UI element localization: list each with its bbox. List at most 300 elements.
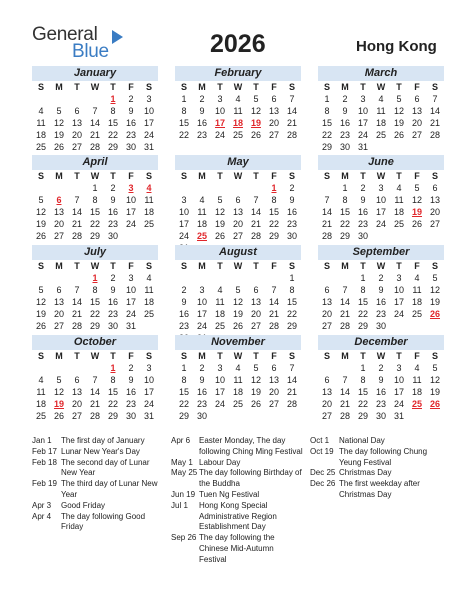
- day-cell: 26: [53, 411, 64, 421]
- holiday-item: [32, 512, 164, 534]
- day-cell: 31: [143, 142, 154, 152]
- week-row: [32, 284, 158, 296]
- day-cell: 26: [232, 321, 243, 331]
- month-march: [318, 66, 444, 153]
- holiday-name: Tuen Ng Festival: [199, 489, 260, 499]
- day-cell: 8: [181, 375, 187, 385]
- weekday-label: T: [110, 82, 116, 92]
- day-cell: 5: [432, 273, 438, 283]
- day-cell: 29: [339, 231, 350, 241]
- holiday-name: Lunar New Year's Day: [61, 446, 140, 456]
- holiday-date: Sep 26: [171, 533, 197, 543]
- day-cell: 19: [214, 219, 225, 229]
- weekday-label: S: [180, 82, 187, 92]
- day-cell: 28: [71, 231, 82, 241]
- day-cell: 18: [393, 207, 404, 217]
- day-cell: 10: [196, 297, 207, 307]
- day-cell: 30: [375, 411, 386, 421]
- day-cell: 11: [215, 297, 225, 307]
- day-cell: 5: [414, 183, 420, 193]
- day-cell: 12: [411, 195, 422, 205]
- day-cell: 23: [196, 399, 207, 409]
- day-cell: 23: [286, 219, 297, 229]
- day-cell: 19: [429, 297, 440, 307]
- holiday-day-cell: 25: [411, 399, 422, 409]
- day-cell: 10: [393, 375, 404, 385]
- empty-day-cell: [229, 410, 247, 422]
- empty-day-cell: [426, 141, 444, 153]
- day-cell: 22: [107, 399, 118, 409]
- weekday-label: W: [233, 261, 243, 271]
- day-cell: 28: [286, 399, 297, 409]
- day-cell: 12: [232, 297, 243, 307]
- day-cell: 2: [289, 183, 295, 193]
- weekday-label: F: [271, 261, 277, 271]
- holiday-day-cell: 18: [232, 118, 243, 128]
- empty-day-cell: [318, 182, 336, 194]
- day-cell: 31: [393, 411, 404, 421]
- week-row: [318, 206, 444, 218]
- day-cell: 30: [125, 142, 136, 152]
- week-row: [175, 374, 301, 386]
- week-row: [175, 218, 301, 230]
- day-cell: 3: [146, 363, 152, 373]
- day-cell: 16: [357, 207, 368, 217]
- weekday-label: S: [288, 82, 295, 92]
- weekday-label: M: [55, 351, 63, 361]
- week-row: [318, 398, 444, 410]
- day-cell: 30: [375, 321, 386, 331]
- day-cell: 23: [125, 399, 136, 409]
- day-cell: 21: [250, 219, 261, 229]
- holiday-name: National Day: [339, 436, 385, 445]
- day-cell: 9: [110, 285, 116, 295]
- day-cell: 25: [214, 321, 225, 331]
- weekday-label: M: [198, 171, 206, 181]
- weekday-label: W: [233, 82, 243, 92]
- day-cell: 18: [143, 207, 154, 217]
- day-cell: 16: [178, 309, 189, 319]
- day-cell: 17: [125, 297, 136, 307]
- day-cell: 2: [128, 363, 134, 373]
- day-cell: 15: [89, 207, 100, 217]
- weekday-label: F: [414, 351, 420, 361]
- day-cell: 26: [250, 399, 261, 409]
- day-cell: 19: [53, 130, 64, 140]
- holiday-item: [310, 479, 444, 501]
- holiday-name: Easter Monday, The day following Ching Ming Festival: [199, 436, 303, 456]
- holiday-item: [32, 479, 164, 501]
- day-cell: 7: [271, 285, 277, 295]
- week-row: [32, 129, 158, 141]
- week-row: [175, 230, 301, 242]
- week-row: [175, 93, 301, 105]
- day-cell: 29: [178, 411, 189, 421]
- week-row: [318, 182, 444, 194]
- week-row: [32, 398, 158, 410]
- weekday-label: S: [323, 82, 330, 92]
- day-cell: 16: [196, 387, 207, 397]
- empty-day-cell: [283, 410, 301, 422]
- day-cell: 8: [289, 285, 295, 295]
- day-cell: 13: [268, 375, 279, 385]
- day-cell: 8: [324, 106, 330, 116]
- weekday-label: T: [110, 351, 116, 361]
- empty-day-cell: [408, 141, 426, 153]
- day-cell: 6: [253, 285, 259, 295]
- day-cell: 1: [92, 183, 98, 193]
- empty-day-cell: [68, 182, 86, 194]
- day-cell: 30: [107, 321, 118, 331]
- week-row: [318, 308, 444, 320]
- day-cell: 8: [110, 375, 116, 385]
- week-row: [175, 272, 301, 284]
- weekday-label: S: [145, 171, 152, 181]
- holiday-column-1: [32, 436, 164, 533]
- week-row: [32, 386, 158, 398]
- day-cell: 29: [89, 321, 100, 331]
- day-cell: 6: [74, 375, 80, 385]
- day-cell: 11: [376, 106, 386, 116]
- empty-day-cell: [68, 93, 86, 105]
- week-row: [32, 182, 158, 194]
- day-cell: 2: [342, 94, 348, 104]
- weekday-label: T: [253, 82, 259, 92]
- week-row: [318, 129, 444, 141]
- weekday-label: T: [74, 351, 80, 361]
- day-cell: 15: [357, 387, 368, 397]
- month-april: [32, 155, 158, 242]
- holiday-item: [310, 436, 444, 447]
- month-november: [175, 335, 301, 422]
- weekday-label: S: [145, 82, 152, 92]
- day-cell: 9: [360, 195, 366, 205]
- month-august: [175, 245, 301, 344]
- day-cell: 18: [35, 130, 46, 140]
- day-cell: 22: [286, 309, 297, 319]
- day-cell: 2: [110, 273, 116, 283]
- weekday-label: S: [37, 82, 44, 92]
- holiday-name: Christmas Day: [339, 468, 392, 478]
- weekday-label: M: [55, 171, 63, 181]
- day-cell: 13: [268, 106, 279, 116]
- empty-day-cell: [265, 272, 283, 284]
- day-cell: 30: [357, 231, 368, 241]
- weekday-label: F: [128, 351, 134, 361]
- day-cell: 16: [339, 118, 350, 128]
- day-cell: 25: [35, 142, 46, 152]
- day-cell: 1: [181, 363, 187, 373]
- empty-day-cell: [140, 320, 158, 332]
- day-cell: 14: [321, 207, 332, 217]
- day-cell: 15: [107, 118, 118, 128]
- day-cell: 16: [125, 118, 136, 128]
- month-name: December: [318, 335, 444, 350]
- empty-day-cell: [68, 272, 86, 284]
- day-cell: 1: [360, 363, 366, 373]
- day-cell: 18: [411, 387, 422, 397]
- week-row: [32, 272, 158, 284]
- weekday-label: T: [396, 171, 402, 181]
- empty-day-cell: [175, 182, 193, 194]
- day-cell: 6: [56, 285, 62, 295]
- holiday-day-cell: 1: [271, 183, 277, 193]
- day-cell: 19: [429, 387, 440, 397]
- holiday-column-3: [310, 436, 444, 501]
- day-cell: 16: [196, 118, 207, 128]
- day-cell: 23: [339, 130, 350, 140]
- day-cell: 9: [128, 106, 134, 116]
- day-cell: 4: [235, 363, 241, 373]
- day-cell: 7: [289, 363, 295, 373]
- logo-triangle-icon: [112, 30, 123, 44]
- empty-day-cell: [426, 410, 444, 422]
- day-cell: 14: [286, 375, 297, 385]
- week-row: [175, 398, 301, 410]
- weekday-header-row: [318, 81, 444, 93]
- holiday-date: May 1: [171, 457, 193, 467]
- day-cell: 3: [199, 285, 205, 295]
- empty-day-cell: [229, 272, 247, 284]
- month-name: August: [175, 245, 301, 260]
- day-cell: 29: [107, 142, 118, 152]
- month-december: [318, 335, 444, 422]
- weekday-header-row: [175, 170, 301, 182]
- day-cell: 20: [429, 207, 440, 217]
- day-cell: 16: [107, 297, 118, 307]
- day-cell: 18: [214, 309, 225, 319]
- holiday-day-cell: 1: [92, 273, 98, 283]
- day-cell: 11: [36, 387, 46, 397]
- day-cell: 7: [92, 375, 98, 385]
- day-cell: 14: [268, 297, 279, 307]
- week-row: [175, 320, 301, 332]
- day-cell: 14: [250, 207, 261, 217]
- holiday-item: [32, 458, 164, 480]
- weekday-label: W: [233, 351, 243, 361]
- month-name: September: [318, 245, 444, 260]
- month-july: [32, 245, 158, 332]
- day-cell: 16: [375, 387, 386, 397]
- weekday-label: F: [271, 351, 277, 361]
- day-cell: 8: [92, 195, 98, 205]
- holiday-name: The day following the Chinese Mid-Autumn Festival: [199, 533, 275, 564]
- week-row: [32, 194, 158, 206]
- day-cell: 22: [357, 399, 368, 409]
- empty-day-cell: [32, 272, 50, 284]
- holiday-date: May 25: [171, 468, 198, 478]
- empty-day-cell: [193, 182, 211, 194]
- day-cell: 7: [324, 195, 330, 205]
- day-cell: 2: [181, 285, 187, 295]
- month-september: [318, 245, 444, 332]
- day-cell: 5: [235, 285, 241, 295]
- day-cell: 12: [53, 387, 64, 397]
- day-cell: 14: [339, 297, 350, 307]
- empty-day-cell: [50, 93, 68, 105]
- weekday-label: S: [431, 261, 438, 271]
- day-cell: 3: [378, 183, 384, 193]
- region-label: Hong Kong: [356, 38, 437, 55]
- empty-day-cell: [50, 182, 68, 194]
- day-cell: 24: [178, 231, 189, 241]
- day-cell: 19: [250, 387, 261, 397]
- day-cell: 15: [357, 297, 368, 307]
- weekday-label: T: [396, 82, 402, 92]
- day-cell: 20: [71, 130, 82, 140]
- day-cell: 4: [235, 94, 241, 104]
- day-cell: 28: [339, 411, 350, 421]
- week-row: [318, 362, 444, 374]
- month-name: February: [175, 66, 301, 81]
- day-cell: 11: [394, 195, 404, 205]
- day-cell: 28: [89, 411, 100, 421]
- empty-day-cell: [408, 320, 426, 332]
- day-cell: 31: [143, 411, 154, 421]
- weekday-label: M: [55, 82, 63, 92]
- empty-day-cell: [68, 362, 86, 374]
- holiday-date: Dec 25: [310, 468, 336, 478]
- day-cell: 20: [321, 309, 332, 319]
- day-cell: 16: [286, 207, 297, 217]
- day-cell: 3: [217, 94, 223, 104]
- day-cell: 17: [393, 387, 404, 397]
- day-cell: 21: [268, 309, 279, 319]
- weekday-label: S: [180, 171, 187, 181]
- day-cell: 9: [199, 106, 205, 116]
- day-cell: 14: [89, 387, 100, 397]
- month-name: October: [32, 335, 158, 350]
- day-cell: 4: [217, 285, 223, 295]
- week-row: [175, 308, 301, 320]
- holiday-name: Hong Kong Special Administrative Region Establishment Day: [199, 500, 277, 532]
- day-cell: 13: [321, 297, 332, 307]
- day-cell: 6: [74, 106, 80, 116]
- holiday-date: Oct 1: [310, 436, 330, 445]
- day-cell: 17: [393, 297, 404, 307]
- day-cell: 10: [143, 375, 154, 385]
- day-cell: 24: [143, 399, 154, 409]
- day-cell: 7: [74, 195, 80, 205]
- weekday-label: F: [271, 82, 277, 92]
- day-cell: 15: [286, 297, 297, 307]
- day-cell: 12: [250, 375, 261, 385]
- holiday-date: Jul 1: [171, 500, 188, 510]
- week-row: [32, 218, 158, 230]
- weekday-label: T: [360, 171, 366, 181]
- holiday-item: [310, 447, 444, 469]
- empty-day-cell: [318, 272, 336, 284]
- day-cell: 22: [339, 219, 350, 229]
- day-cell: 24: [393, 309, 404, 319]
- day-cell: 21: [286, 387, 297, 397]
- day-cell: 27: [321, 321, 332, 331]
- day-cell: 27: [321, 411, 332, 421]
- day-cell: 15: [107, 387, 118, 397]
- day-cell: 1: [324, 94, 330, 104]
- empty-day-cell: [390, 320, 408, 332]
- holiday-item: [32, 501, 164, 512]
- day-cell: 16: [107, 207, 118, 217]
- day-cell: 21: [89, 399, 100, 409]
- holiday-day-cell: 19: [53, 399, 64, 409]
- day-cell: 7: [253, 195, 259, 205]
- day-cell: 11: [412, 285, 422, 295]
- day-cell: 4: [38, 375, 44, 385]
- day-cell: 10: [393, 285, 404, 295]
- weekday-label: M: [55, 261, 63, 271]
- weekday-label: F: [414, 171, 420, 181]
- page-header: [0, 0, 474, 60]
- day-cell: 25: [375, 130, 386, 140]
- day-cell: 23: [125, 130, 136, 140]
- day-cell: 29: [107, 411, 118, 421]
- day-cell: 29: [286, 321, 297, 331]
- day-cell: 29: [321, 142, 332, 152]
- day-cell: 24: [196, 321, 207, 331]
- day-cell: 15: [339, 207, 350, 217]
- weekday-label: T: [217, 351, 223, 361]
- day-cell: 22: [357, 309, 368, 319]
- day-cell: 6: [414, 94, 420, 104]
- day-cell: 17: [196, 309, 207, 319]
- day-cell: 22: [107, 130, 118, 140]
- holiday-date: Dec 26: [310, 479, 336, 489]
- day-cell: 19: [393, 118, 404, 128]
- day-cell: 15: [89, 297, 100, 307]
- weekday-label: M: [341, 171, 349, 181]
- day-cell: 17: [178, 219, 189, 229]
- month-name: June: [318, 155, 444, 170]
- day-cell: 2: [378, 363, 384, 373]
- week-row: [318, 105, 444, 117]
- weekday-label: W: [376, 261, 386, 271]
- day-cell: 20: [268, 387, 279, 397]
- day-cell: 7: [432, 94, 438, 104]
- day-cell: 5: [253, 94, 259, 104]
- day-cell: 28: [339, 321, 350, 331]
- day-cell: 26: [35, 321, 46, 331]
- day-cell: 21: [71, 309, 82, 319]
- day-cell: 10: [125, 195, 136, 205]
- weekday-label: F: [414, 261, 420, 271]
- day-cell: 30: [196, 411, 207, 421]
- empty-day-cell: [175, 272, 193, 284]
- day-cell: 23: [178, 321, 189, 331]
- day-cell: 4: [396, 183, 402, 193]
- empty-day-cell: [247, 410, 265, 422]
- holiday-item: [310, 468, 444, 479]
- weekday-label: M: [198, 351, 206, 361]
- day-cell: 4: [414, 273, 420, 283]
- day-cell: 13: [411, 106, 422, 116]
- week-row: [175, 182, 301, 194]
- week-row: [32, 320, 158, 332]
- empty-day-cell: [193, 272, 211, 284]
- holiday-day-cell: 6: [56, 195, 62, 205]
- week-row: [32, 117, 158, 129]
- holiday-name: The second day of Lunar New Year: [61, 457, 150, 478]
- day-cell: 21: [429, 118, 440, 128]
- day-cell: 9: [378, 285, 384, 295]
- weekday-label: W: [90, 351, 100, 361]
- weekday-label: T: [396, 261, 402, 271]
- weekday-label: T: [396, 351, 402, 361]
- day-cell: 16: [375, 297, 386, 307]
- day-cell: 12: [35, 207, 46, 217]
- weekday-label: S: [323, 261, 330, 271]
- empty-day-cell: [32, 182, 50, 194]
